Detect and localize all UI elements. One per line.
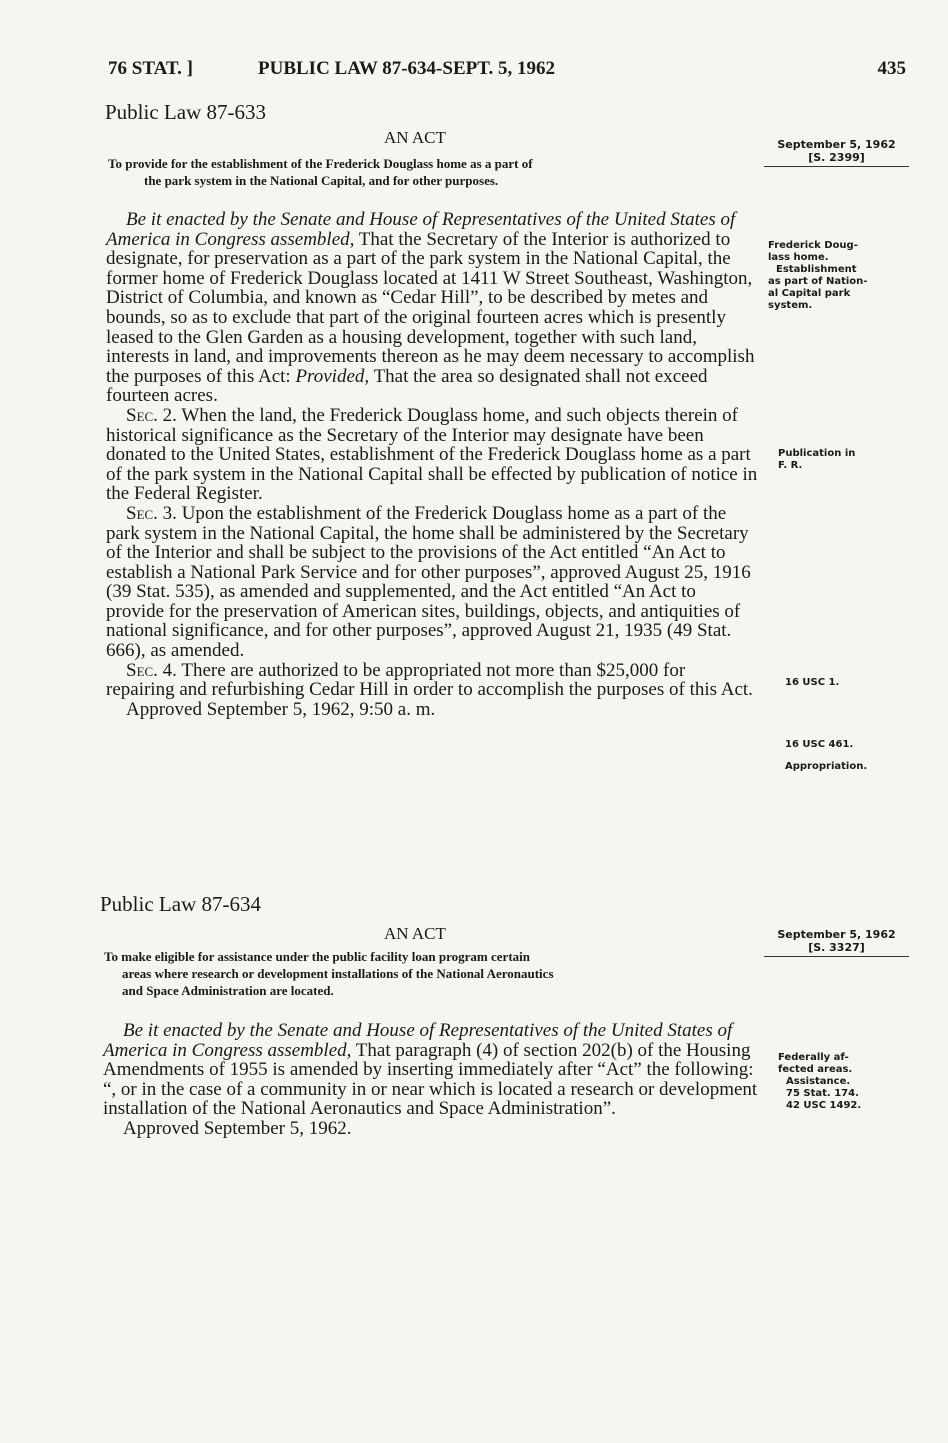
law1-date-rule — [764, 166, 909, 167]
running-header — [108, 58, 908, 88]
law1-date-block — [764, 138, 909, 167]
law2-enacting-clause: Be it enacted by the Senate and House of Representatives of the United States of America in Congress assembled, — [103, 1020, 733, 1061]
law2-approved: Approved September 5, 1962. — [123, 1117, 352, 1139]
law2-purpose-line3: and Space Administration are located. — [122, 983, 334, 998]
page-number: 435 — [877, 58, 906, 79]
law1-body — [106, 210, 758, 719]
law1-enacting-clause: Be it enacted by the Senate and House of Representatives of the United States of America in Congress assembled, — [106, 209, 736, 250]
law1-proviso: Provided, — [295, 365, 370, 387]
law1-section2: Sec. 2. When the land, the Frederick Douglass home, and such objects therein of historical significance as the Secretary of the Interior may designate have been donated to the United States, establishment of the Frederick Douglass home as a part of the park system in the National Capital shall be effected by publication of notice in the Federal Register. — [106, 404, 758, 505]
header-law-title: PUBLIC LAW 87-634-SEPT. 5, 1962 — [258, 58, 555, 79]
law2-purpose-line1: To make eligible for assistance under the public facility loan program certain — [104, 949, 530, 964]
law2-section: Be it enacted by the Senate and House of Representatives of the United States of America in Congress assembled, That paragraph (4) of section 202(b) of the Housing Amendments of 1955 is amended by inserting immediately after “Act” the following: “, or in the case of a community in or near which is located a research or development installation of the National Aeronautics and Space Administration”. — [103, 1020, 758, 1120]
law2-date-block — [764, 928, 909, 957]
law1-note-16usc1: 16 USC 1. — [785, 677, 840, 688]
law1-approved: Approved September 5, 1962, 9:50 a. m. — [126, 698, 436, 720]
law2-act-label: AN ACT — [384, 924, 446, 943]
law2-purpose-line2: areas where research or development installations of the National Aeronautics — [122, 966, 554, 981]
law1-section3: Sec. 3. Upon the establishment of the Frederick Douglass home as a part of the park system in the National Capital, the home shall be administered by the Secretary of the Interior and shall be subject to the provisions of the Act entitled “An Act to establish a National Park Service and for other purposes”, approved August 25, 1916 (39 Stat. 535), as amended and supplemented, and the Act entitled “An Act to provide for the preservation of American sites, buildings, objects, and antiquities of national significance, and for other purposes”, approved August 21, 1935 (49 Stat. 666), as amended. — [106, 502, 751, 662]
law1-note-16usc461: 16 USC 461. — [785, 739, 854, 750]
law2-date: September 5, 1962 — [777, 928, 896, 941]
law1-note-establishment: Frederick Doug- lass home. Establishment as part of Nation- al Capital park system. — [768, 240, 868, 311]
law1-section1: Be it enacted by the Senate and House of Representatives of the United States of America in Congress assembled, That the Secretary of the Interior is authorized to designate, for preservation as a part of the park system in the National Capital, the former home of Frederick Douglass located at 1411 W Street Southeast, Washington, District of Columbia, and known as “Cedar Hill”, to be described by metes and bounds, so as to exclude that part of the original fourteen acres which is presently leased to the Glen Garden as a housing development, together with such land, interests in land, and improvements thereon as he may deem necessary to accomplish the purposes of this Act: Provided, That the area so designated shall not exceed fourteen acres. — [106, 209, 755, 407]
law1-bill: [S. 2399] — [808, 151, 865, 164]
law1-purpose-line2: the park system in the National Capital, and for other purposes. — [144, 173, 499, 188]
law1-purpose — [108, 155, 758, 189]
law2-body — [103, 1021, 758, 1139]
law2-date-rule — [764, 956, 909, 957]
law1-note-publication: Publication in F. R. — [778, 448, 856, 471]
law2-title: Public Law 87-634 — [100, 892, 261, 916]
law1-title: Public Law 87-633 — [105, 100, 266, 124]
law2-purpose — [104, 948, 764, 999]
law1-note-appropriation: Appropriation. — [785, 761, 868, 772]
statute-volume: 76 STAT. ] — [108, 58, 193, 79]
law1-act-label: AN ACT — [384, 128, 446, 147]
law2-bill: [S. 3327] — [808, 941, 865, 954]
law1-purpose-line1: To provide for the establishment of the Frederick Douglass home as a part of — [108, 156, 533, 171]
law1-date: September 5, 1962 — [777, 138, 896, 151]
law2-note: Federally af- fected areas. Assistance. 75 Stat. 174. 42 USC 1492. — [778, 1052, 862, 1111]
law1-section4: Sec. 4. There are authorized to be appropriated not more than $25,000 for repairing and refurbishing Cedar Hill in order to accomplish the purposes of this Act. — [106, 659, 753, 701]
